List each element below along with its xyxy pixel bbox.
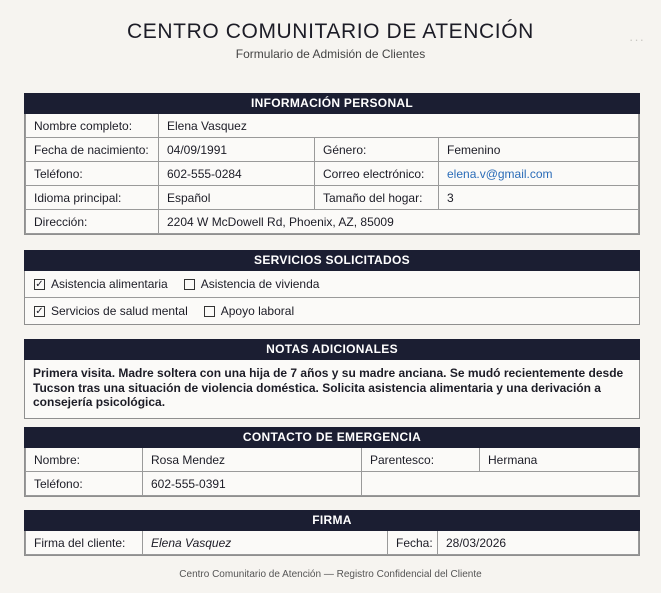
section-heading: SERVICIOS SOLICITADOS xyxy=(24,250,640,271)
checkbox-checked-icon[interactable]: ✓ xyxy=(35,305,44,317)
checkbox-unchecked-icon[interactable] xyxy=(184,279,195,290)
notes-text[interactable]: Primera visita. Madre soltera con una hija de 7 años y su madre anciana. Se mudó recientemente desde Tucson tras una situación de violencia doméstica. Solicita asistencia alimentaria y una derivación a consejería psicológica. xyxy=(33,366,624,409)
signature-section xyxy=(24,510,640,556)
phone-value[interactable]: 602-555-0284 xyxy=(159,162,315,186)
emergency-contact-table xyxy=(25,448,639,496)
field-label: Teléfono: xyxy=(26,162,159,186)
table-row xyxy=(26,210,639,234)
field-label: Tamaño del hogar: xyxy=(315,186,439,210)
section-heading: INFORMACIÓN PERSONAL xyxy=(24,93,640,114)
field-label: Fecha: xyxy=(388,531,438,555)
field-label: Nombre completo: xyxy=(26,114,159,138)
field-label: Correo electrónico: xyxy=(315,162,439,186)
dob-value[interactable]: 04/09/1991 xyxy=(159,138,315,162)
field-label: Nombre: xyxy=(26,448,143,472)
table-row xyxy=(26,162,639,186)
personal-info-section xyxy=(24,93,640,235)
section-heading: FIRMA xyxy=(24,510,640,531)
checkbox-label: Asistencia alimentaria xyxy=(51,277,168,291)
checkbox-label: Servicios de salud mental xyxy=(51,304,188,318)
field-label: Teléfono: xyxy=(26,472,143,496)
table-row xyxy=(26,531,639,555)
service-housing-assistance[interactable] xyxy=(184,277,320,291)
form-title: CENTRO COMUNITARIO DE ATENCIÓN xyxy=(127,20,534,43)
emergency-name-value[interactable]: Rosa Mendez xyxy=(143,448,362,472)
section-heading: NOTAS ADICIONALES xyxy=(24,339,640,360)
full-name-value[interactable]: Elena Vasquez xyxy=(159,114,639,138)
checkbox-label: Asistencia de vivienda xyxy=(200,277,320,291)
field-label: Firma del cliente: xyxy=(26,531,143,555)
service-mental-health[interactable] xyxy=(34,304,188,318)
notes-section xyxy=(24,339,640,419)
field-label: Dirección: xyxy=(26,210,159,234)
more-options-icon[interactable]: ··· xyxy=(629,32,645,47)
emergency-contact-section xyxy=(24,427,640,497)
email-link[interactable]: elena.v@gmail.com xyxy=(439,162,639,186)
table-row xyxy=(26,138,639,162)
client-signature[interactable]: Elena Vasquez xyxy=(143,531,388,555)
field-label: Parentesco: xyxy=(362,448,480,472)
section-heading: CONTACTO DE EMERGENCIA xyxy=(24,427,640,448)
table-row xyxy=(26,472,639,496)
table-row xyxy=(26,448,639,472)
services-section xyxy=(24,250,640,325)
relation-value[interactable]: Hermana xyxy=(480,448,639,472)
signature-table xyxy=(25,531,639,555)
service-job-support[interactable] xyxy=(204,304,294,318)
language-value[interactable]: Español xyxy=(159,186,315,210)
checkbox-label: Apoyo laboral xyxy=(220,304,295,318)
footer-text: Centro Comunitario de Atención — Registro Confidencial del Cliente xyxy=(179,569,482,580)
checkbox-row xyxy=(25,298,639,324)
gender-value[interactable]: Femenino xyxy=(439,138,639,162)
emergency-phone-value[interactable]: 602-555-0391 xyxy=(143,472,362,496)
table-row xyxy=(26,114,639,138)
checkbox-row xyxy=(25,271,639,298)
field-label: Género: xyxy=(315,138,439,162)
form-subtitle: Formulario de Admisión de Clientes xyxy=(235,47,426,61)
address-value[interactable]: 2204 W McDowell Rd, Phoenix, AZ, 85009 xyxy=(159,210,639,234)
household-value[interactable]: 3 xyxy=(439,186,639,210)
empty-cell xyxy=(362,472,639,496)
checkbox-unchecked-icon[interactable] xyxy=(204,306,215,317)
service-food-assistance[interactable] xyxy=(34,277,168,291)
personal-info-table xyxy=(25,114,639,234)
checkbox-checked-icon[interactable]: ✓ xyxy=(35,278,44,290)
signature-date-value[interactable]: 28/03/2026 xyxy=(438,531,639,555)
field-label: Fecha de nacimiento: xyxy=(26,138,159,162)
table-row xyxy=(26,186,639,210)
field-label: Idioma principal: xyxy=(26,186,159,210)
